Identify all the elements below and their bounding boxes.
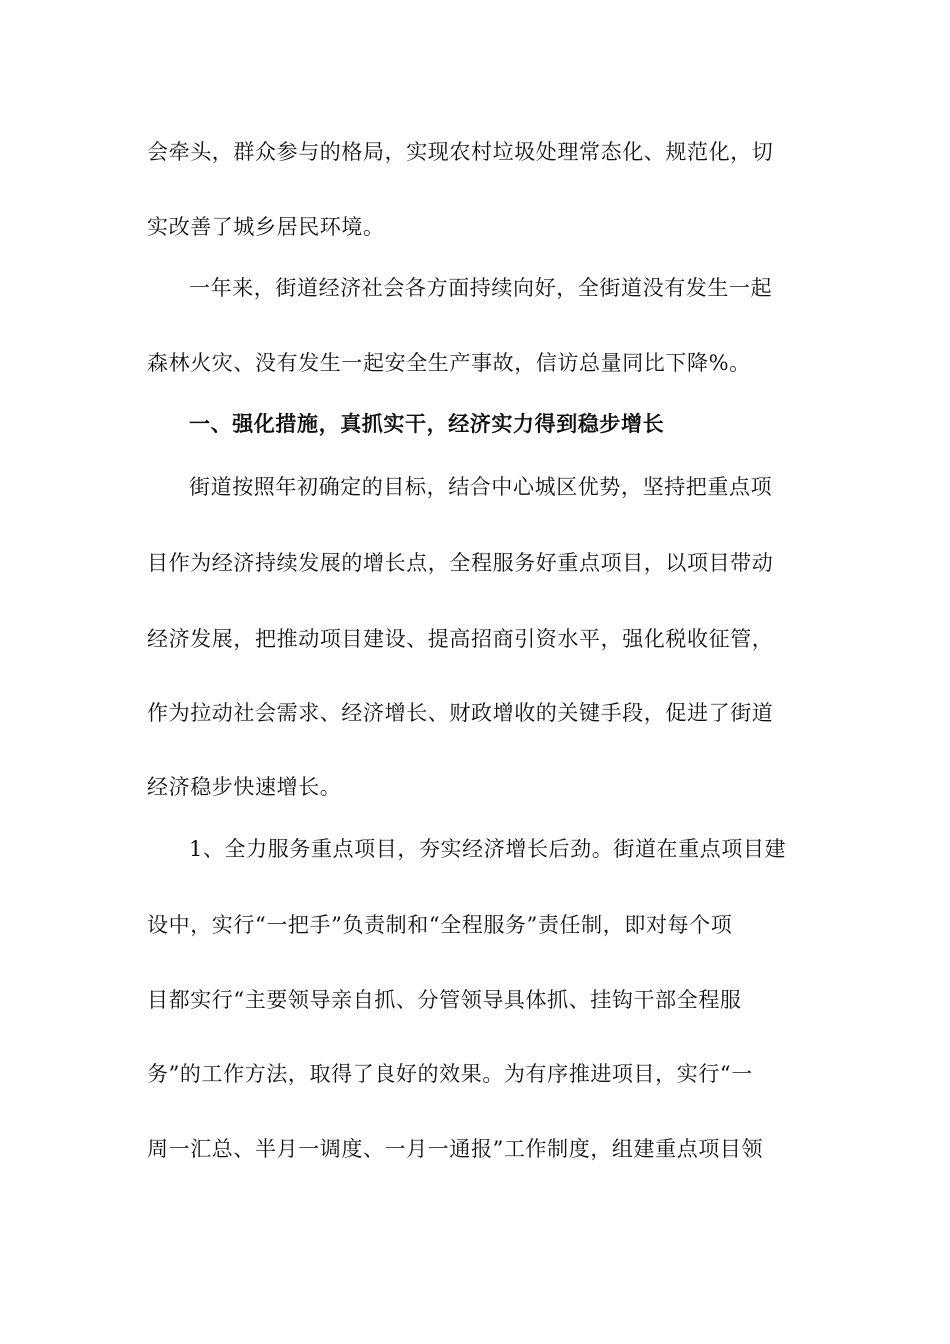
section-heading: 一、强化措施，真抓实干，经济实力得到稳步增长 <box>189 411 665 436</box>
paragraph-line: 实改善了城乡居民环境。 <box>147 215 385 239</box>
paragraph-line: 街道按照年初确定的目标，结合中心城区优势，坚持把重点项 <box>189 475 773 499</box>
paragraph-line: 周一汇总、半月一调度、一月一通报”工作制度，组建重点项目领 <box>147 1137 764 1161</box>
paragraph-line: 一年来，街道经济社会各方面持续向好，全街道没有发生一起 <box>189 276 773 300</box>
paragraph-line: 目作为经济持续发展的增长点，全程服务好重点项目，以项目带动 <box>147 551 774 575</box>
paragraph-line: 会牵头，群众参与的格局，实现农村垃圾处理常态化、规范化，切 <box>147 140 774 164</box>
paragraph-line: 务”的工作方法，取得了良好的效果。为有序推进项目，实行“一 <box>147 1062 753 1086</box>
paragraph-line: 1、全力服务重点项目，夯实经济增长后劲。街道在重点项目建 <box>189 837 787 861</box>
paragraph-line: 经济稳步快速增长。 <box>147 775 342 799</box>
paragraph-line: 目都实行“主要领导亲自抓、分管领导具体抓、挂钩干部全程服 <box>147 988 742 1012</box>
paragraph-line: 设中，实行“一把手”负责制和“全程服务”责任制，即对每个项 <box>147 913 733 937</box>
paragraph-line: 森林火灾、没有发生一起安全生产事故，信访总量同比下降%。 <box>147 351 751 375</box>
paragraph-line: 经济发展，把推动项目建设、提高招商引资水平，强化税收征管， <box>147 627 774 651</box>
paragraph-line: 作为拉动社会需求、经济增长、财政增收的关键手段，促进了街道 <box>147 701 774 725</box>
